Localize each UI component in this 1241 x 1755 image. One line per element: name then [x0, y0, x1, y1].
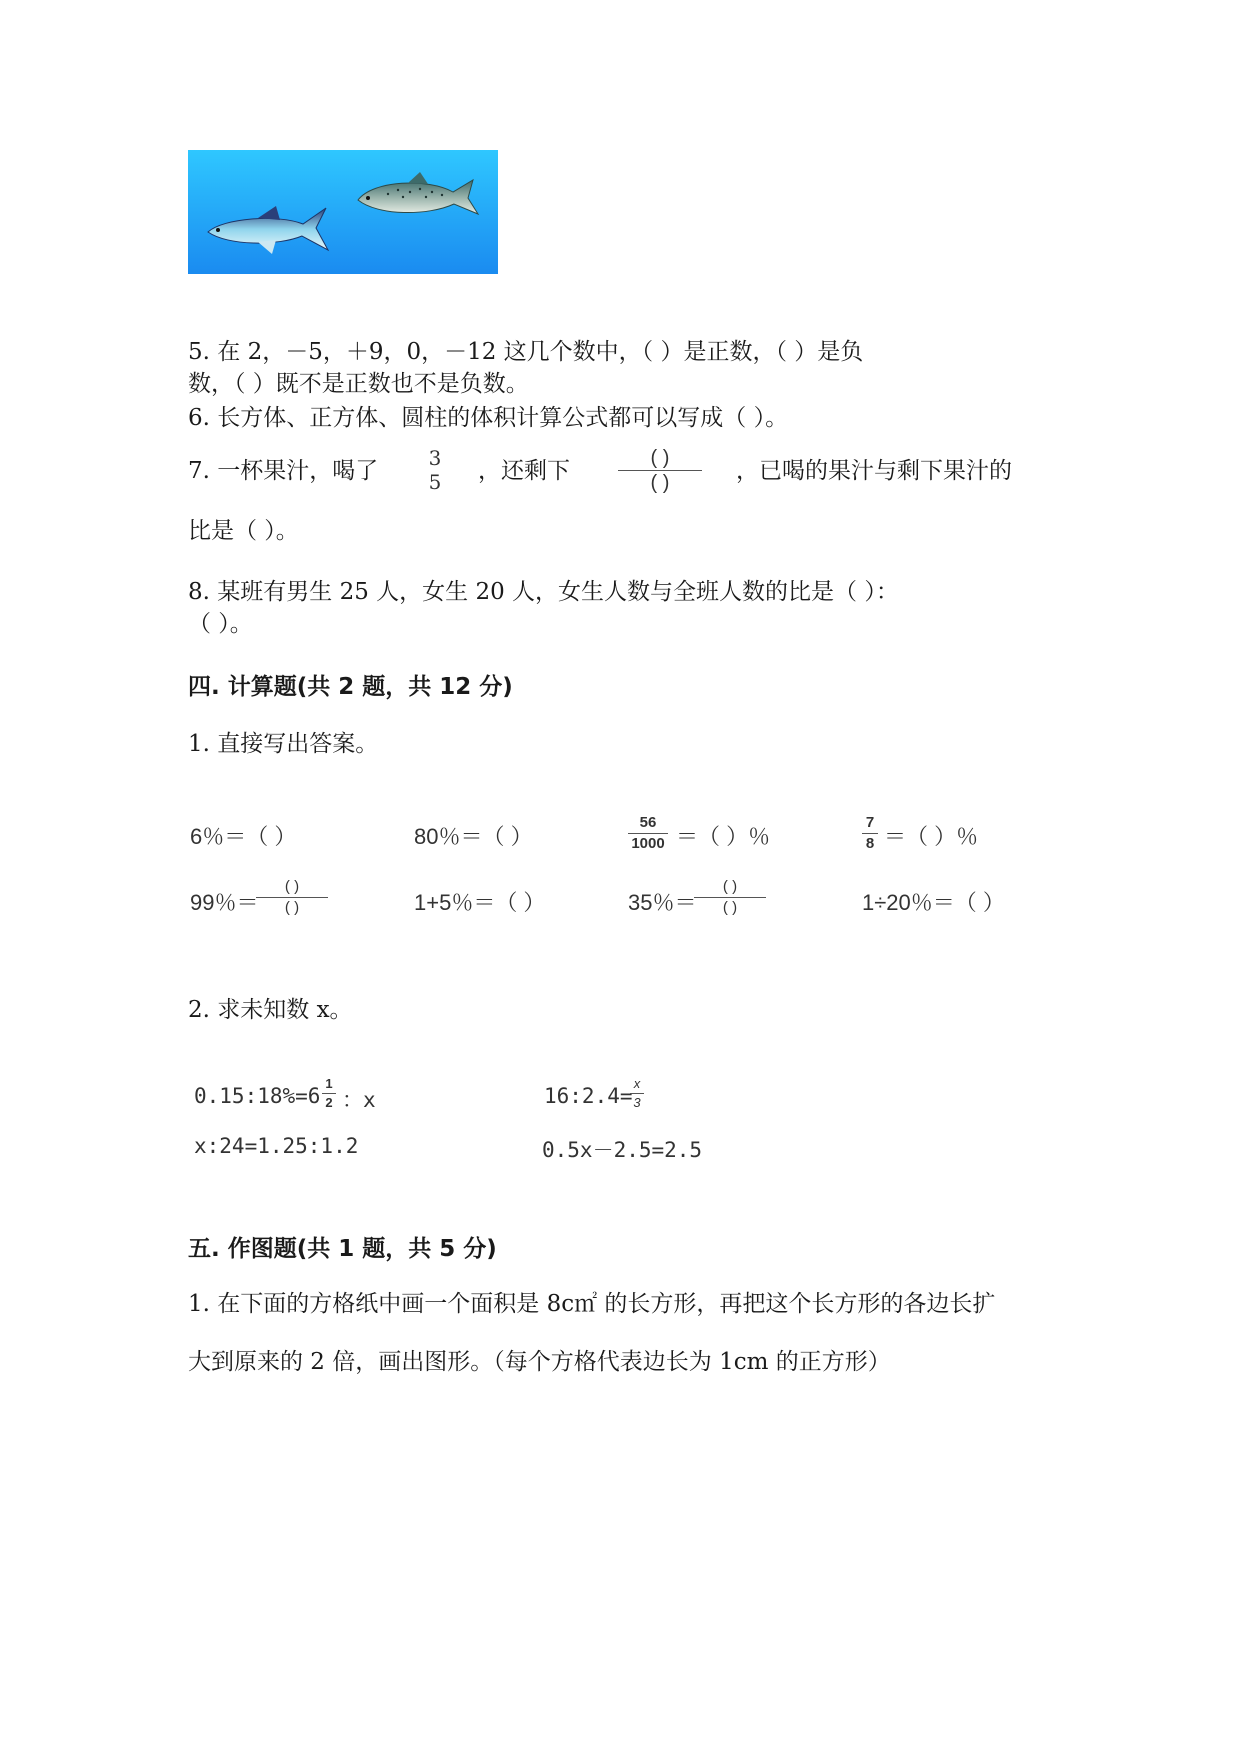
question-7-part-3: ，已喝的果汁与剩下果汁的: [736, 458, 1012, 484]
question-5-line-1: 5. 在 2，－5，＋9，0，－12 这几个数中，（ ）是正数，（ ）是负: [188, 339, 864, 365]
problem-2-title: 2. 求未知数 x。: [188, 997, 353, 1023]
fraction-denominator: 3: [633, 1095, 641, 1110]
fish-illustration: [188, 150, 498, 274]
fraction-bar: [618, 470, 702, 471]
drawing-question-line-1: 1. 在下面的方格纸中画一个面积是 8c㎡ 的长方形，再把这个长方形的各边长扩: [188, 1291, 996, 1317]
fraction-denominator: 1000: [631, 835, 665, 852]
drawing-question-line-2: 大到原来的 2 倍，画出图形。（每个方格代表边长为 1cm 的正方形）: [188, 1349, 891, 1375]
fraction-bar: [256, 897, 328, 898]
section-4-title: 四. 计算题(共 2 题，共 12 分): [188, 674, 513, 700]
calc-56-1000-percent: ＝（ ）％: [676, 824, 771, 849]
calc-1-plus-5-percent: 1+5％＝（ ）: [414, 890, 546, 915]
fraction-denominator: 2: [325, 1095, 333, 1110]
fraction-denominator: 5: [428, 470, 442, 494]
blank-numerator: ( ): [650, 447, 670, 469]
fraction-three-fifths: [424, 446, 446, 494]
fraction-numerator: x: [633, 1076, 641, 1091]
fraction-bar: [630, 1093, 644, 1094]
fraction-blank-99: [256, 878, 328, 917]
section-5-title: 五. 作图题(共 1 题，共 5 分): [188, 1236, 497, 1262]
equation-4: 0.5x－2.5=2.5: [542, 1138, 703, 1162]
question-6: 6. 长方体、正方体、圆柱的体积计算公式都可以写成（ ）。: [188, 405, 789, 431]
question-8-line-2: （ ）。: [188, 611, 253, 637]
blank-denominator: ( ): [284, 899, 300, 916]
calc-1-div-20-percent: 1÷20％＝（ ）: [862, 890, 1005, 915]
fraction-numerator: 7: [865, 814, 875, 831]
fraction-numerator: 1: [325, 1076, 333, 1091]
blank-denominator: ( ): [722, 899, 738, 916]
question-7-line-2: 比是（ ）。: [188, 518, 299, 544]
question-7-part-1: 7. 一杯果汁，喝了: [188, 458, 379, 484]
equation-1-right: ：x: [342, 1088, 376, 1112]
fraction-56-over-1000: [628, 814, 668, 853]
question-8-line-1: 8. 某班有男生 25 人，女生 20 人，女生人数与全班人数的比是（ ）：: [188, 579, 899, 605]
blank-numerator: ( ): [722, 878, 738, 895]
question-5-line-2: 数，（ ）既不是正数也不是负数。: [188, 371, 529, 397]
equation-3: x:24=1.25:1.2: [194, 1134, 359, 1158]
fraction-numerator: 56: [639, 814, 657, 831]
problem-1-title: 1. 直接写出答案。: [188, 731, 379, 757]
fraction-bar: [322, 1093, 336, 1094]
calc-7-8-percent: ＝（ ）％: [884, 824, 979, 849]
calc-80-percent: 80％＝（ ）: [414, 824, 533, 849]
fraction-x-over-3: [630, 1076, 644, 1111]
equation-1-left: 0.15:18%=6: [194, 1084, 321, 1108]
fraction-blank-35: [694, 878, 766, 917]
fraction-bar: [628, 833, 668, 834]
fraction-bar: [862, 833, 878, 834]
question-7-part-2: ，还剩下: [478, 458, 570, 484]
fraction-blank: [618, 447, 702, 494]
fraction-numerator: 3: [428, 446, 442, 470]
calc-6-percent: 6％＝（ ）: [190, 824, 297, 849]
blank-denominator: ( ): [650, 472, 670, 494]
blank-numerator: ( ): [284, 878, 300, 895]
fraction-denominator: 8: [865, 835, 875, 852]
fraction-7-over-8: [862, 814, 878, 853]
fraction-one-half: [322, 1076, 336, 1111]
calc-35-percent: 35％＝: [628, 890, 697, 915]
equation-2-left: 16:2.4=: [544, 1084, 633, 1108]
fraction-bar: [694, 897, 766, 898]
calc-99-percent: 99％＝: [190, 890, 259, 915]
